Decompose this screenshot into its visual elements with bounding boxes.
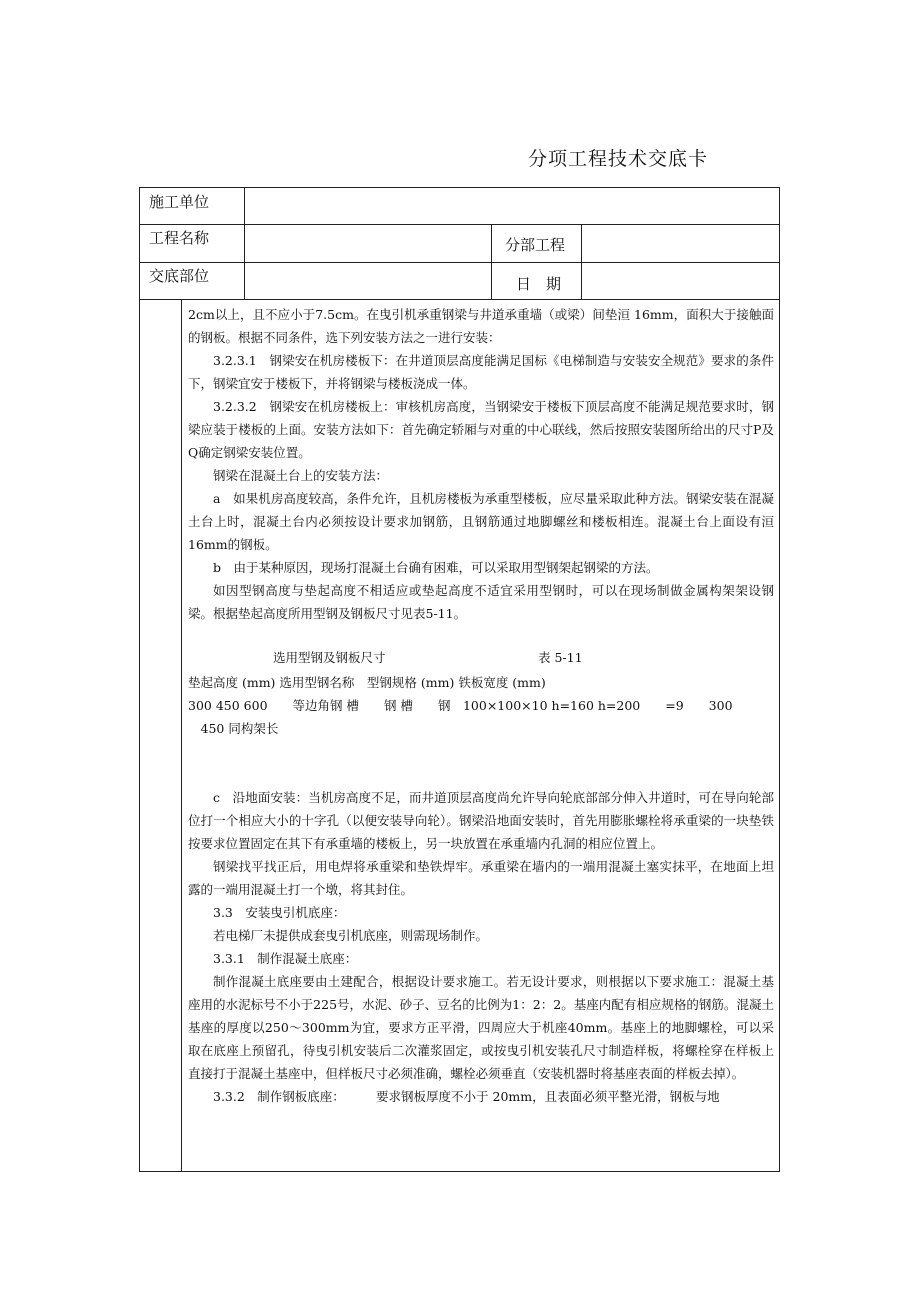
paragraph: 2cm以上，且不应小于7.5cm。在曳引机承重钢梁与井道承重墙（或梁）间垫洹 16mm，面积大于接触面的钢板。根据不同条件，选下列安装方法之一进行安装： (188, 307, 774, 345)
table-header: 垫起高度 (mm) 选用型钢名称 型钢规格 (mm) 铁板宽度 (mm) (188, 675, 546, 690)
paragraph: 3.3.2 制作钢板底座： 要求钢板厚度不小于 20mm，且表面必须平整光滑，钢板与地 (213, 1089, 720, 1104)
part-label: 交底部位 (149, 267, 210, 285)
table-row: 450 同构架长 (188, 721, 279, 736)
table-title: 选用型钢及钢板尺寸 (273, 650, 386, 665)
table-caption (188, 648, 774, 671)
table-row: 300 450 600 等边角钢 槽 钢 槽 钢 100×100×10 h=160 h=200 =9 300 (188, 698, 733, 713)
content-body (188, 300, 787, 1108)
paragraph: 3.3 安装曳引机底座： (213, 905, 346, 920)
paragraph: 钢梁找平找正后，用电焊将承重梁和垫铁焊牢。承重梁在墙内的一端用混凝土塞实抹平，在地面上坦露的一端用混凝土打一个墩，将其封住。 (188, 859, 774, 897)
date-label: 日 期 (516, 275, 562, 293)
paragraph: 如因型钢高度与垫起高度不相适应或垫起高度不适宜采用型钢时，可以在现场制做金属构架架设钢梁。根据垫起高度所用型钢及钢板尺寸见表5-11。 (188, 583, 774, 621)
document-title: 分项工程技术交底卡 (528, 148, 709, 170)
table-number: 表 5-11 (538, 650, 583, 665)
project-label: 工程名称 (149, 229, 210, 247)
header-table (139, 187, 780, 300)
subproject-label: 分部工程 (505, 236, 566, 254)
paragraph: 3.2.3.2 钢梁安在机房楼板上：审核机房高度，当钢梁安于楼板下顶层高度不能满足规范要求时，钢梁应装于楼板的上面。安装方法如下：首先确定轿厢与对重的中心联线，然后按照安装图所给出的尺寸P及Q确定钢梁安装位置。 (188, 399, 774, 460)
paragraph: 3.2.3.1 钢梁安在机房楼板下：在井道顶层高度能满足国标《电梯制造与安装安全规范》要求的条件下，钢梁宜安于楼板下，并将钢梁与楼板浇成一体。 (188, 353, 774, 391)
paragraph: 钢梁在混凝土台上的安装方法： (213, 468, 389, 483)
paragraph: 3.3.1 制作混凝土底座： (213, 951, 358, 966)
content-divider (181, 300, 182, 1172)
paragraph: 制作混凝土底座要由土建配合，根据设计要求施工。若无设计要求，则根据以下要求施工：混凝土基座用的水泥标号不小于225号，水泥、砂子、豆名的比例为1：2：2。基座内配有相应规格的钢筋。混凝土基座的厚度以250～300mm为宜，要求方正平滑，四周应大于机座40mm。基座上的地脚螺栓，可以采取在底座上预留孔，待曳引机安装后二次灌浆固定，或按曳引机安装孔尺寸制造样板，将螺栓穿在样板上直接打于混凝土基座中，但样板尺寸必须准确，螺栓必须垂直（安装机器时将基座表面的样板去掉）。 (188, 974, 774, 1081)
paragraph: c 沿地面安装：当机房高度不足，而井道顶层高度尚允许导向轮底部部分伸入井道时，可在导向轮部位打一个相应大小的十字孔（以便安装导向轮）。钢梁沿地面安装时，首先用膨胀螺栓将承重梁的一块垫铁按要求位置固定在其下有承重墙的楼板上，另一块放置在承重墙内孔洞的相应位置上。 (188, 790, 774, 851)
unit-label: 施工单位 (149, 193, 210, 211)
paragraph: a 如果机房高度较高，条件允许，且机房楼板为承重型楼板，应尽量采取此种方法。钢梁安装在混凝土台上时，混凝土台内必须按设计要求加钢筋，且钢筋通过地脚螺丝和楼板相连。混凝土台上面设有洹 16mm的钢板。 (188, 491, 787, 552)
paragraph: 若电梯厂未提供成套曳引机底座，则需现场制作。 (213, 928, 489, 943)
paragraph: b 由于某种原因，现场打混凝土台确有困难，可以采取用型钢架起钢梁的方法。 (213, 560, 659, 575)
